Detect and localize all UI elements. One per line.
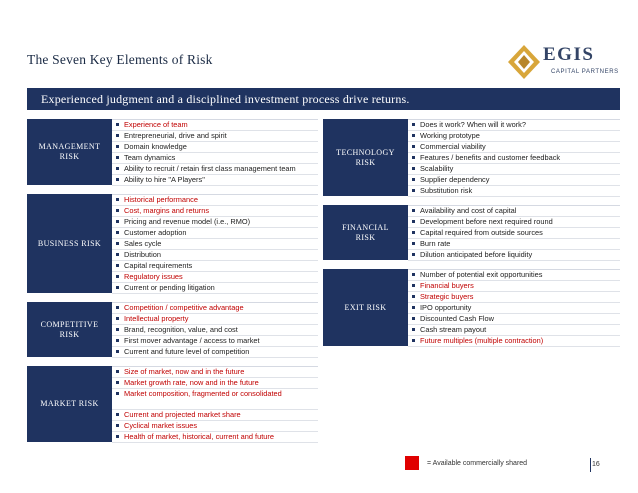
- risk-item: Cyclical market issues: [112, 421, 318, 432]
- risk-item: Sales cycle: [112, 239, 318, 250]
- risk-item: Future multiples (multiple contraction): [408, 336, 620, 347]
- risk-group: [323, 119, 620, 196]
- risk-item: Burn rate: [408, 239, 620, 250]
- risk-item: Cash stream payout: [408, 325, 620, 336]
- risk-label: MARKET RISK: [27, 366, 112, 442]
- risk-item: Substitution risk: [408, 186, 620, 197]
- risk-label: COMPETITIVE RISK: [27, 302, 112, 357]
- risk-item: Financial buyers: [408, 281, 620, 292]
- page-number: 16: [592, 461, 600, 468]
- risk-item: Supplier dependency: [408, 175, 620, 186]
- banner: [27, 88, 620, 110]
- egis-logo: [507, 44, 627, 80]
- risk-items: [408, 119, 620, 197]
- risk-group: [27, 119, 318, 185]
- risk-item: Capital requirements: [112, 261, 318, 272]
- risk-item: Commercial viability: [408, 142, 620, 153]
- logo-name: EGIS: [543, 44, 595, 65]
- page-title: The Seven Key Elements of Risk: [27, 52, 213, 67]
- risk-item: Working prototype: [408, 131, 620, 142]
- risk-item: Brand, recognition, value, and cost: [112, 325, 318, 336]
- risk-item: First mover advantage / access to market: [112, 336, 318, 347]
- banner-text: Experienced judgment and a disciplined investment process drive returns.: [41, 92, 410, 106]
- legend-text: = Available commercially shared: [427, 460, 528, 467]
- risk-label: MANAGEMENT RISK: [27, 119, 112, 185]
- risk-item: Regulatory issues: [112, 272, 318, 283]
- risk-label: FINANCIAL RISK: [323, 205, 408, 260]
- risk-item: Historical performance: [112, 195, 318, 206]
- risk-items: [408, 205, 620, 261]
- risk-item: Scalability: [408, 164, 620, 175]
- risk-item: Current or pending litigation: [112, 283, 318, 294]
- risk-item: Competition / competitive advantage: [112, 303, 318, 314]
- risk-item: Cost, margins and returns: [112, 206, 318, 217]
- risk-item: Current and projected market share: [112, 410, 318, 421]
- risk-item: Customer adoption: [112, 228, 318, 239]
- risk-items: [112, 302, 318, 358]
- risk-item: Experience of team: [112, 120, 318, 131]
- risk-items: [112, 119, 318, 186]
- risk-item: Number of potential exit opportunities: [408, 270, 620, 281]
- risk-item: Features / benefits and customer feedback: [408, 153, 620, 164]
- risk-item: Domain knowledge: [112, 142, 318, 153]
- risk-item: Dilution anticipated before liquidity: [408, 250, 620, 261]
- risk-items: [408, 269, 620, 347]
- risk-item: Availability and cost of capital: [408, 206, 620, 217]
- risk-group: [27, 302, 318, 357]
- risk-item: Pricing and revenue model (i.e., RMO): [112, 217, 318, 228]
- risk-items: [112, 194, 318, 294]
- risk-item: Current and future level of competition: [112, 347, 318, 358]
- risk-label: BUSINESS RISK: [27, 194, 112, 293]
- risk-group: [27, 194, 318, 293]
- legend-color-swatch: [405, 456, 419, 470]
- risk-item: Ability to hire "A Players": [112, 175, 318, 186]
- risk-item: Market composition, fragmented or consolidated: [112, 389, 318, 410]
- risk-item: Discounted Cash Flow: [408, 314, 620, 325]
- risk-group: [323, 205, 620, 260]
- logo-subtitle: CAPITAL PARTNERS: [551, 69, 619, 75]
- risk-item: Entrepreneurial, drive and spirit: [112, 131, 318, 142]
- risk-item: Health of market, historical, current and future: [112, 432, 318, 443]
- risk-group: [27, 366, 318, 442]
- page-divider: [590, 458, 591, 472]
- risk-item: Team dynamics: [112, 153, 318, 164]
- risk-item: Size of market, now and in the future: [112, 367, 318, 378]
- risk-item: Intellectual property: [112, 314, 318, 325]
- egis-emblem-icon: [507, 44, 541, 80]
- risk-item: Strategic buyers: [408, 292, 620, 303]
- risk-group: [323, 269, 620, 346]
- risk-item: Distribution: [112, 250, 318, 261]
- risk-item: IPO opportunity: [408, 303, 620, 314]
- risk-item: Ability to recruit / retain first class management team: [112, 164, 318, 175]
- risk-item: Does it work? When will it work?: [408, 120, 620, 131]
- risk-label: TECHNOLOGY RISK: [323, 119, 408, 196]
- risk-item: Development before next required round: [408, 217, 620, 228]
- risk-item: Capital required from outside sources: [408, 228, 620, 239]
- risk-item: Market growth rate, now and in the future: [112, 378, 318, 389]
- risk-items: [112, 366, 318, 443]
- risk-label: EXIT RISK: [323, 269, 408, 346]
